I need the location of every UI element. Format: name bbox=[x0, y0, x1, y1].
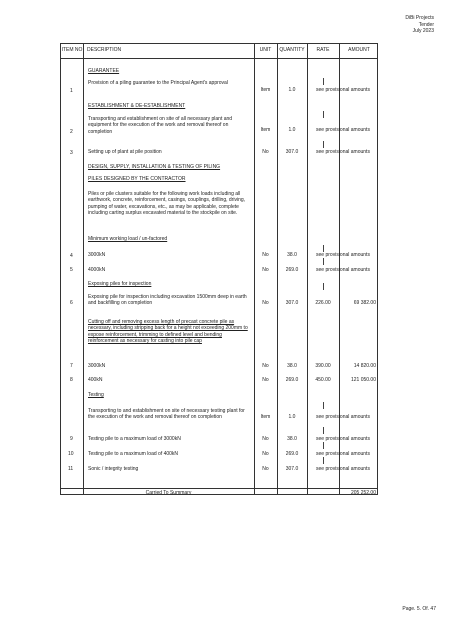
item-no: 6 bbox=[70, 300, 73, 306]
carried-to-summary-row bbox=[61, 488, 377, 497]
item-unit: No bbox=[262, 267, 269, 273]
item-quantity: 1.0 bbox=[288, 87, 296, 93]
item-description: 3000kN bbox=[88, 363, 106, 369]
item-rate: see provisional amounts bbox=[316, 466, 370, 472]
header-divider bbox=[61, 58, 377, 59]
document-header bbox=[405, 15, 434, 35]
col-header-item: ITEM NO bbox=[61, 47, 83, 54]
item-unit: No bbox=[262, 149, 269, 155]
item-unit: No bbox=[262, 377, 269, 383]
item-unit: No bbox=[262, 466, 269, 472]
rate-marker bbox=[323, 402, 324, 409]
section-heading-establishment: ESTABLISHMENT & DE-ESTABLISHMENT bbox=[88, 103, 186, 109]
subheading-min-load: Minimum working load / un-factored bbox=[88, 236, 168, 242]
item-description: Testing pile to a maximum load of 400kN bbox=[88, 451, 179, 457]
item-quantity: 269.0 bbox=[285, 267, 299, 273]
col-header-description: DESCRIPTION bbox=[87, 47, 122, 54]
item-no: 4 bbox=[70, 253, 73, 259]
item-quantity: 307.0 bbox=[285, 466, 299, 472]
item-rate: see provisional amounts bbox=[316, 127, 370, 133]
section-heading-guarantee: GUARANTEE bbox=[88, 68, 120, 74]
item-description: Transporting and establishment on site of all necessary plant and equipment for the execution of the work and removal thereof on completion bbox=[88, 116, 233, 135]
rate-marker bbox=[323, 442, 324, 449]
subheading-testing: Testing bbox=[88, 392, 104, 398]
item-amount: 121 050.00 bbox=[350, 377, 376, 383]
item-quantity: 307.0 bbox=[285, 300, 299, 306]
item-description: Sonic / integrity testing bbox=[88, 466, 139, 472]
item-unit: Item bbox=[260, 87, 271, 93]
item-unit: No bbox=[262, 363, 269, 369]
item-unit: No bbox=[262, 436, 269, 442]
rate-marker bbox=[323, 457, 324, 464]
item-amount: 14 820.00 bbox=[353, 363, 376, 369]
rate-marker bbox=[323, 258, 324, 265]
item-no: 7 bbox=[70, 363, 73, 369]
document-date: July 2023 bbox=[412, 28, 434, 34]
item-description: Transporting to and establishment on site of necessary testing plant for the execution of the work and removal thereof on completion bbox=[88, 408, 245, 421]
col-divider bbox=[83, 44, 84, 494]
subheading-piles-designed: PILES DESIGNED BY THE CONTRACTOR bbox=[88, 176, 186, 182]
item-description: Setting up of plant at pile position bbox=[88, 149, 162, 155]
item-no: 2 bbox=[70, 129, 73, 135]
item-rate: see provisional amounts bbox=[316, 87, 370, 93]
col-header-rate: RATE bbox=[316, 47, 330, 54]
item-amount: 69 382.00 bbox=[353, 300, 376, 306]
rate-marker bbox=[323, 111, 324, 118]
item-description: 400kN bbox=[88, 377, 103, 383]
item-description: Provision of a piling guarantee to the Principal Agent's approval bbox=[88, 80, 228, 86]
item-rate: 450.00 bbox=[315, 377, 331, 383]
item-unit: No bbox=[262, 451, 269, 457]
subheading-exposing: Exposing piles for inspection bbox=[88, 281, 152, 287]
summary-amount: 205 252.00 bbox=[350, 490, 376, 496]
item-rate: see provisional amounts bbox=[316, 267, 370, 273]
col-header-amount: AMOUNT bbox=[348, 47, 370, 54]
item-unit: No bbox=[262, 252, 269, 258]
item-no: 5 bbox=[70, 267, 73, 273]
item-quantity: 1.0 bbox=[288, 127, 296, 133]
item-no: 11 bbox=[68, 466, 74, 472]
item-rate: see provisional amounts bbox=[316, 436, 370, 442]
item-quantity: 307.0 bbox=[285, 149, 299, 155]
item-description: 3000kN bbox=[88, 252, 106, 258]
item-unit: No bbox=[262, 300, 269, 306]
item-no: 1 bbox=[70, 88, 73, 94]
item-quantity: 1.0 bbox=[288, 414, 296, 420]
item-no: 10 bbox=[68, 451, 74, 457]
item-no: 9 bbox=[70, 436, 73, 442]
item-rate: 226.00 bbox=[315, 300, 331, 306]
col-header-unit: UNIT bbox=[259, 47, 272, 54]
bill-of-quantities-table bbox=[60, 43, 378, 495]
rate-marker bbox=[323, 245, 324, 252]
cutting-off-paragraph: Cutting off and removing excess length of precast concrete pile as necessary, including stripping back for a height not exceeding 200mm to expose reinforcement, trimming to defined level and bending reinforcement as necessary for casting into pile cap bbox=[88, 319, 248, 345]
item-rate: see provisional amounts bbox=[316, 451, 370, 457]
summary-label: Carried To Summary bbox=[145, 490, 192, 496]
rate-marker bbox=[323, 283, 324, 290]
item-description: 4000kN bbox=[88, 267, 106, 273]
item-description: Testing pile to a maximum load of 3000kN bbox=[88, 436, 181, 442]
item-unit: Item bbox=[260, 127, 271, 133]
rate-marker bbox=[323, 141, 324, 148]
item-description: Exposing pile for inspection including excavation 1500mm deep in earth and backfilling on completion bbox=[88, 294, 247, 307]
rate-marker bbox=[323, 78, 324, 85]
item-no: 8 bbox=[70, 377, 73, 383]
item-rate: see provisional amounts bbox=[316, 252, 370, 258]
rate-marker bbox=[323, 427, 324, 434]
item-quantity: 269.0 bbox=[285, 451, 299, 457]
item-quantity: 38.0 bbox=[287, 363, 297, 369]
page-number: Page. 5. Of. 47 bbox=[402, 606, 436, 612]
document-type: Tender bbox=[418, 21, 434, 28]
section-heading-supply: DESIGN, SUPPLY, INSTALLATION & TESTING OF PILING bbox=[88, 164, 221, 170]
item-quantity: 38.0 bbox=[287, 252, 297, 258]
item-rate: see provisional amounts bbox=[316, 149, 370, 155]
piles-intro-paragraph: Piles or pile clusters suitable for the following work loads including all earthwork, concrete, reinforcement, casings, couplings, drilling, driving, pumping of water, excavations, etc., as may be applicable, complete including carting surplus excavated material to the stockpile on site. bbox=[88, 191, 246, 217]
item-rate: see provisional amounts bbox=[316, 414, 370, 420]
item-unit: Item bbox=[260, 414, 271, 420]
col-header-quantity: QUANTITY bbox=[279, 47, 305, 54]
item-no: 3 bbox=[70, 150, 73, 156]
item-rate: 390.00 bbox=[315, 363, 331, 369]
item-quantity: 38.0 bbox=[287, 436, 297, 442]
company-name: DiBi Projects bbox=[405, 15, 434, 21]
item-quantity: 269.0 bbox=[285, 377, 299, 383]
